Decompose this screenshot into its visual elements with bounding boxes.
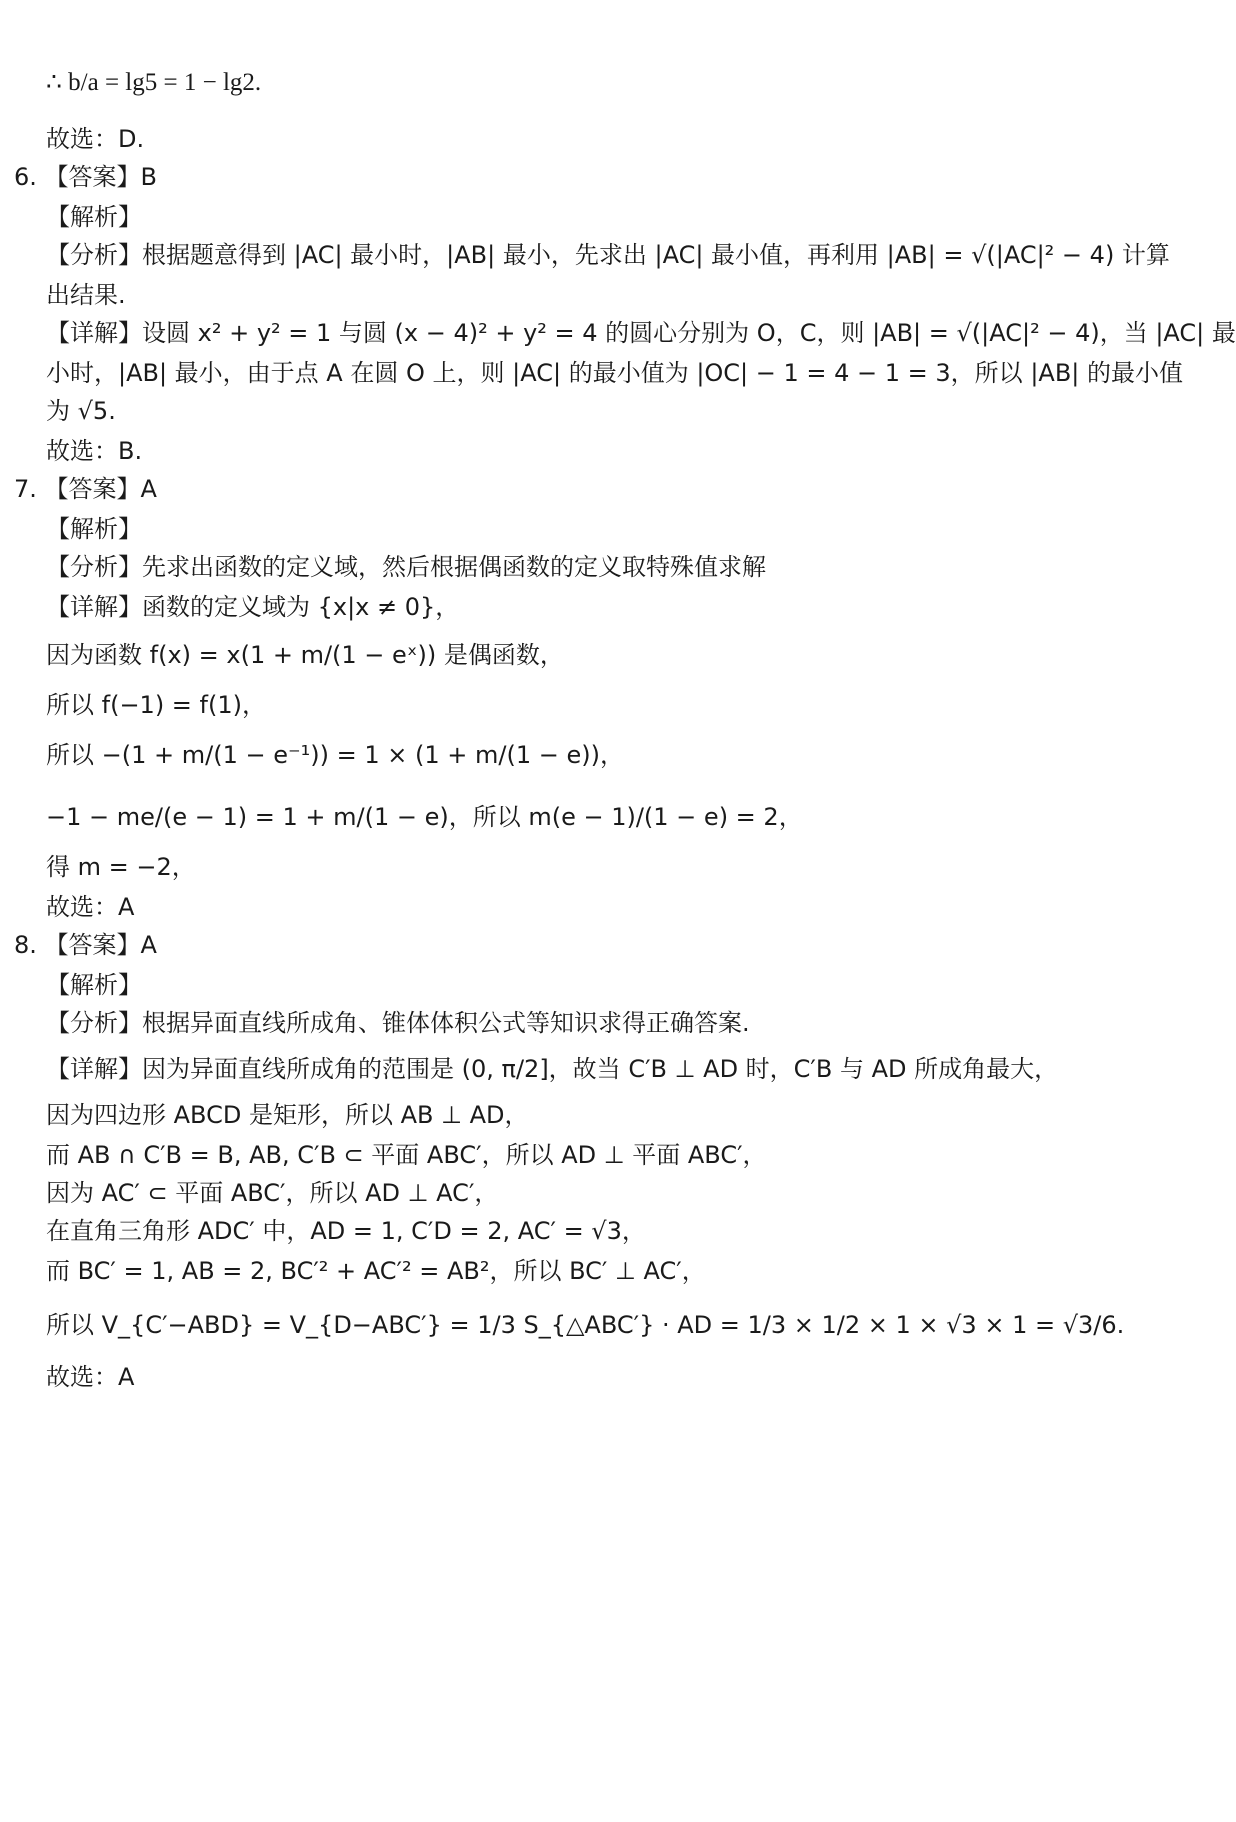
line-25: 因为四边形 ABCD 是矩形，所以 AB ⊥ AD， [46, 1101, 529, 1129]
line-22: 【解析】 [46, 971, 142, 999]
q8-answer: 8. 【答案】A [14, 931, 157, 959]
line-5: 【分析】根据题意得到 |AC| 最小时，|AB| 最小，先求出 |AC| 最小值，再利用 |AB| = √(|AC|² − 4) 计算 [46, 241, 1170, 269]
line-20: 故选：A [46, 893, 135, 921]
line-16: 所以 f(−1) = f(1)， [46, 691, 266, 719]
line-28: 在直角三角形 ADC′ 中，AD = 1, C′D = 2, AC′ = √3， [46, 1217, 646, 1245]
line-17: 所以 −(1 + m/(1 − e⁻¹)) = 1 × (1 + m/(1 − e))， [46, 741, 624, 769]
line-19: 得 m = −2， [46, 853, 196, 881]
line-6: 出结果. [46, 281, 126, 309]
line-14: 【详解】函数的定义域为 {x|x ≠ 0}， [46, 593, 460, 621]
line-31: 故选：A [46, 1363, 135, 1391]
q6-answer: 6. 【答案】B [14, 163, 157, 191]
line-29: 而 BC′ = 1, AB = 2, BC′² + AC′² = AB²，所以 BC′ ⊥ AC′， [46, 1257, 706, 1285]
line-24: 【详解】因为异面直线所成角的范围是 (0, π/2]，故当 C′B ⊥ AD 时，C′B 与 AD 所成角最大， [46, 1055, 1059, 1083]
line-1: ∴ b/a = lg5 = 1 − lg2. [46, 69, 262, 96]
line-8: 小时，|AB| 最小，由于点 A 在圆 O 上，则 |AC| 的最小值为 |OC| − 1 = 4 − 1 = 3，所以 |AB| 的最小值 [46, 359, 1183, 387]
line-18: −1 − me/(e − 1) = 1 + m/(1 − e)，所以 m(e − 1)/(1 − e) = 2， [46, 803, 803, 831]
line-9: 为 √5. [46, 397, 116, 425]
line-10: 故选：B. [46, 437, 143, 465]
q7-answer: 7. 【答案】A [14, 475, 157, 503]
line-7: 【详解】设圆 x² + y² = 1 与圆 (x − 4)² + y² = 4 的圆心分别为 O，C，则 |AB| = √(|AC|² − 4)，当 |AC| 最 [46, 319, 1236, 347]
line-23: 【分析】根据异面直线所成角、锥体体积公式等知识求得正确答案. [46, 1009, 750, 1037]
line-4: 【解析】 [46, 203, 142, 231]
line-13: 【分析】先求出函数的定义域，然后根据偶函数的定义取特殊值求解 [46, 553, 766, 581]
line-15: 因为函数 f(x) = x(1 + m/(1 − eˣ)) 是偶函数， [46, 641, 564, 669]
line-30: 所以 V_{C′−ABD} = V_{D−ABC′} = 1/3 S_{△ABC′} · AD = 1/3 × 1/2 × 1 × √3 × 1 = √3/6. [46, 1311, 1125, 1339]
line-12: 【解析】 [46, 515, 142, 543]
line-2: 故选：D. [46, 125, 145, 153]
line-27: 因为 AC′ ⊂ 平面 ABC′，所以 AD ⊥ AC′， [46, 1179, 499, 1207]
line-26: 而 AB ∩ C′B = B, AB, C′B ⊂ 平面 ABC′，所以 AD ⊥ 平面 ABC′， [46, 1141, 767, 1169]
